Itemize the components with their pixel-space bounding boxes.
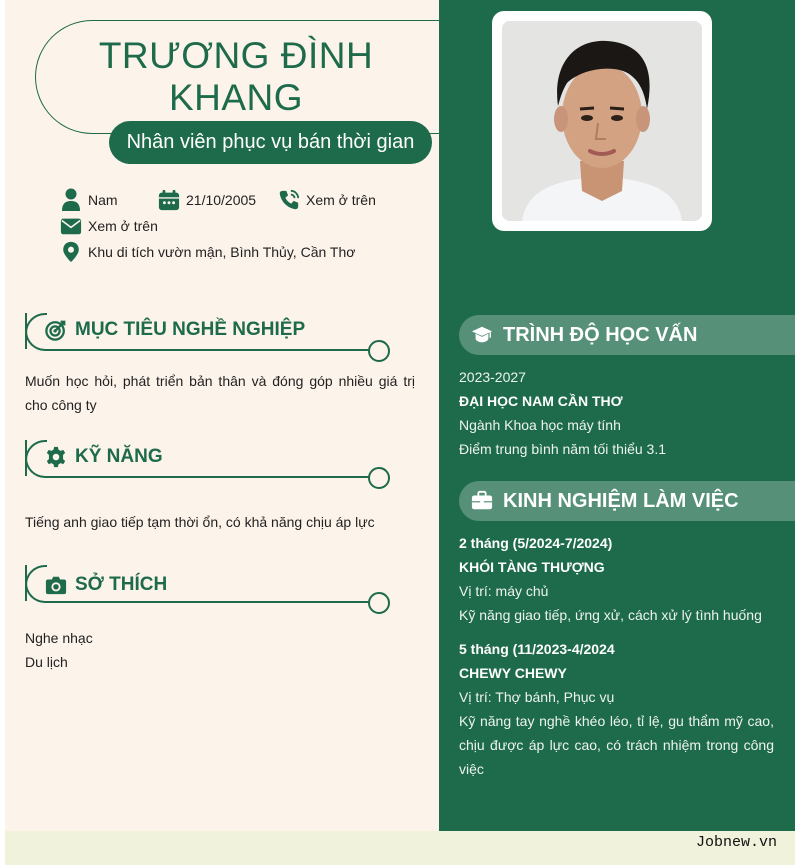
education-gpa: Điểm trung bình năm tối thiểu 3.1	[459, 441, 667, 457]
gender-value: Nam	[88, 192, 118, 208]
job-duration: 5 tháng (11/2023-4/2024	[459, 641, 615, 657]
experience-job	[459, 637, 774, 781]
skills-heading	[45, 446, 163, 468]
job-duration: 2 tháng (5/2024-7/2024)	[459, 535, 613, 551]
dob-value: 21/10/2005	[186, 192, 257, 208]
calendar-icon	[158, 188, 180, 212]
envelope-icon	[60, 214, 82, 238]
briefcase-icon	[471, 490, 493, 512]
user-icon	[60, 188, 82, 212]
location-pin-icon	[60, 240, 82, 264]
objective-heading	[45, 319, 305, 341]
skills-section-dot	[368, 467, 390, 489]
education-school: ĐẠI HỌC NAM CẦN THƠ	[459, 393, 623, 409]
education-heading-text: TRÌNH ĐỘ HỌC VẤN	[503, 323, 698, 346]
profile-photo	[502, 21, 702, 221]
objective-text: Muốn học hỏi, phát triển bản thân và đóng góp nhiều giá trị cho công ty	[25, 373, 415, 413]
job-skills: Kỹ năng tay nghề khéo léo, tỉ lệ, gu thẩm mỹ cao, chịu được áp lực cao, có trách nhiệm trong công việc	[459, 713, 774, 777]
profile-photo-frame	[492, 11, 712, 231]
objective-heading-text: MỤC TIÊU NGHỀ NGHIỆP	[75, 319, 306, 340]
job-title: Nhân viên phục vụ bán thời gian	[109, 121, 432, 164]
experience-heading	[459, 481, 795, 521]
education-major: Ngành Khoa học máy tính	[459, 417, 621, 433]
dob-info	[158, 188, 256, 212]
phone-info	[278, 188, 376, 212]
name-line-1: TRƯƠNG ĐÌNH	[98, 35, 374, 76]
job-position: Vị trí: Thợ bánh, Phục vụ	[459, 689, 615, 705]
hobbies-heading-text: SỞ THÍCH	[75, 574, 168, 595]
skills-heading-text: KỸ NĂNG	[75, 446, 163, 467]
candidate-name	[55, 35, 417, 119]
target-icon	[45, 319, 67, 341]
name-line-2: KHANG	[168, 77, 304, 118]
job-company: KHÓI TÀNG THƯỢNG	[459, 559, 605, 575]
job-skills: Kỹ năng giao tiếp, ứng xử, cách xử lý tình huống	[459, 607, 762, 623]
skills-text: Tiếng anh giao tiếp tạm thời ổn, có khả năng chịu áp lực	[25, 514, 375, 530]
hobbies-heading	[45, 574, 167, 596]
gear-icon	[45, 446, 67, 468]
footer-brand: Jobnew.vn	[695, 834, 777, 851]
hobby-item: Nghe nhạc	[25, 630, 93, 646]
phone-icon	[278, 188, 300, 212]
address-info	[60, 240, 355, 264]
phone-value: Xem ở trên	[306, 192, 376, 208]
footer	[5, 831, 795, 865]
education-period: 2023-2027	[459, 369, 526, 385]
email-info	[60, 214, 158, 238]
email-value: Xem ở trên	[88, 218, 158, 234]
education-heading	[459, 315, 795, 355]
experience-heading-text: KINH NGHIỆM LÀM VIỆC	[503, 489, 739, 512]
job-company: CHEWY CHEWY	[459, 665, 567, 681]
objective-section-dot	[368, 340, 390, 362]
graduation-cap-icon	[471, 324, 493, 346]
gender-info	[60, 188, 118, 212]
camera-icon	[45, 574, 67, 596]
education-details	[459, 365, 774, 461]
job-position: Vị trí: máy chủ	[459, 583, 549, 599]
hobbies-section-dot	[368, 592, 390, 614]
experience-job	[459, 531, 774, 627]
hobbies-list	[25, 626, 415, 674]
hobby-item: Du lịch	[25, 654, 68, 670]
person-portrait-icon	[502, 21, 702, 221]
address-value: Khu di tích vườn mận, Bình Thủy, Cần Thơ	[88, 244, 356, 260]
